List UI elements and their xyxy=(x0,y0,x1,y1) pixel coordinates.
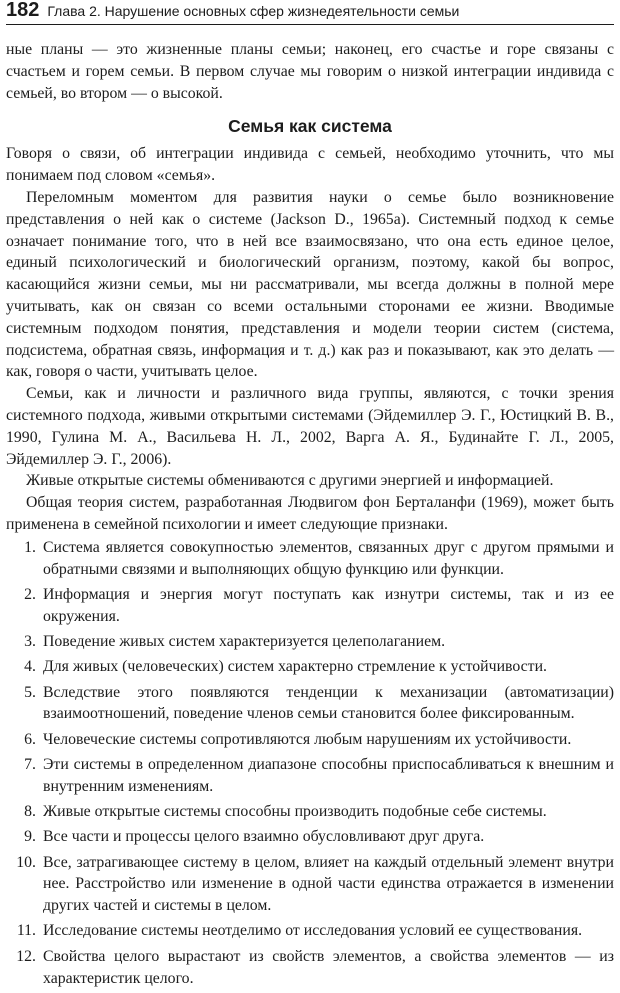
list-item-text: Для живых (человеческих) систем характерно стремление к устойчивости. xyxy=(43,658,547,676)
intro-paragraph: ные планы — это жизненные планы семьи; наконец, его счастье и горе связаны с счастьем и горем семьи. В первом случае мы говорим о низкой интеграции индивида с семьей, во втором — о высокой. xyxy=(6,41,614,102)
list-item-number: 5. xyxy=(24,683,36,701)
list-item-text: Все, затрагивающее систему в целом, влияет на каждый отдельный элемент внутри нее. Расстройство или изменение в одной части единства отражается в изменении других частей и системы в целом. xyxy=(43,853,614,915)
list-item-number: 7. xyxy=(24,755,36,773)
list-item xyxy=(6,920,614,942)
list-item-text: Все части и процессы целого взаимно обусловливают друг друга. xyxy=(43,828,485,846)
list-item xyxy=(6,656,614,678)
paragraph: Переломным моментом для развития науки о семье было возникновение представления о ней как о системе (Jackson D., 1965a). Системный подход к семье означает понимание того, что в ней все взаимосвязано, что она есть единое целое, единый психологический и биологический организм, поэтому, какой бы вопрос, касающийся жизни семьи, мы ни рассматривали, мы всегда должны в полной мере учитывать, как он связан со всеми остальными сторонами ее жизни. Вводимые системным подходом понятия, представления и модели теории систем (система, подсистема, обратная связь, информация и т. д.) как раз и показывают, как это делать — как, говоря о части, учитывать целое. xyxy=(6,188,614,381)
properties-list xyxy=(6,537,614,990)
list-item xyxy=(6,631,614,653)
list-item-text: Исследование системы неотделимо от исследования условий ее существования. xyxy=(43,922,583,940)
chapter-title: Глава 2. Нарушение основных сфер жизнедеятельности семьи xyxy=(47,3,460,19)
list-item-number: 8. xyxy=(24,803,36,820)
page-body xyxy=(6,39,614,993)
list-item-number: 1. xyxy=(24,538,36,556)
list-item-text: Поведение живых систем характеризуется целеполаганием. xyxy=(43,632,446,650)
list-item-number: 6. xyxy=(24,730,36,748)
paragraph: Говоря о связи, об интеграции индивида с семьей, необходимо уточнить, что мы понимаем под словом «семья». xyxy=(6,145,614,185)
list-item-text: Система является совокупностью элементов, связанных друг с другом прямыми и обратными связями и выполняющих общую функцию или функции. xyxy=(43,538,614,578)
list-item xyxy=(6,801,614,823)
list-item-text: Живые открытые системы способны производить подобные себе системы. xyxy=(43,803,547,820)
page-number: 182 xyxy=(6,0,40,21)
list-item-text: Информация и энергия могут поступать как изнутри системы, так и из ее окружения. xyxy=(43,585,614,625)
list-item xyxy=(6,852,614,917)
list-item-number: 12. xyxy=(16,947,36,965)
list-item xyxy=(6,946,614,990)
list-item-number: 9. xyxy=(24,828,36,846)
list-item-number: 4. xyxy=(24,658,36,676)
running-header xyxy=(6,0,614,25)
paragraph: Семьи, как и личности и различного вида группы, являются, с точки зрения системного подхода, живыми открытыми системами (Эйдемиллер Э. Г., Юстицкий В. В., 1990, Гулина М. А., Васильева Н. Л., 2002, Варга А. Я., Будинайте Г. Л., 2005, Эйдемиллер Э. Г., 2006). xyxy=(6,385,614,468)
list-item-text: Вследствие этого появляются тенденции к механизации (автоматизации) взаимоотношений, поведение членов семьи становится более фиксированным. xyxy=(43,683,614,723)
list-item-number: 11. xyxy=(16,922,36,940)
section-title: Семья как система xyxy=(228,116,392,137)
list-item-number: 10. xyxy=(16,853,36,871)
list-item-text: Эти системы в определенном диапазоне способны приспосабливаться к внешним и внутренним изменениям. xyxy=(43,755,614,795)
list-item-text: Человеческие системы сопротивляются любым нарушениям их устойчивости. xyxy=(43,730,572,748)
list-item-text: Свойства целого вырастают из свойств элементов, а свойства элементов — из характеристик целого. xyxy=(43,947,614,987)
list-item xyxy=(6,537,614,581)
list-item xyxy=(6,826,614,848)
list-item-number: 3. xyxy=(24,632,36,650)
list-item-number: 2. xyxy=(24,585,36,603)
list-item xyxy=(6,729,614,751)
list-item xyxy=(6,584,614,628)
list-item xyxy=(6,682,614,726)
list-item xyxy=(6,754,614,798)
paragraph: Живые открытые системы обмениваются с другими энергией и информацией. xyxy=(26,472,554,490)
paragraph: Общая теория систем, разработанная Людвигом фон Берталанфи (1969), может быть применена в семейной психологии и имеет следующие признаки. xyxy=(6,494,614,533)
